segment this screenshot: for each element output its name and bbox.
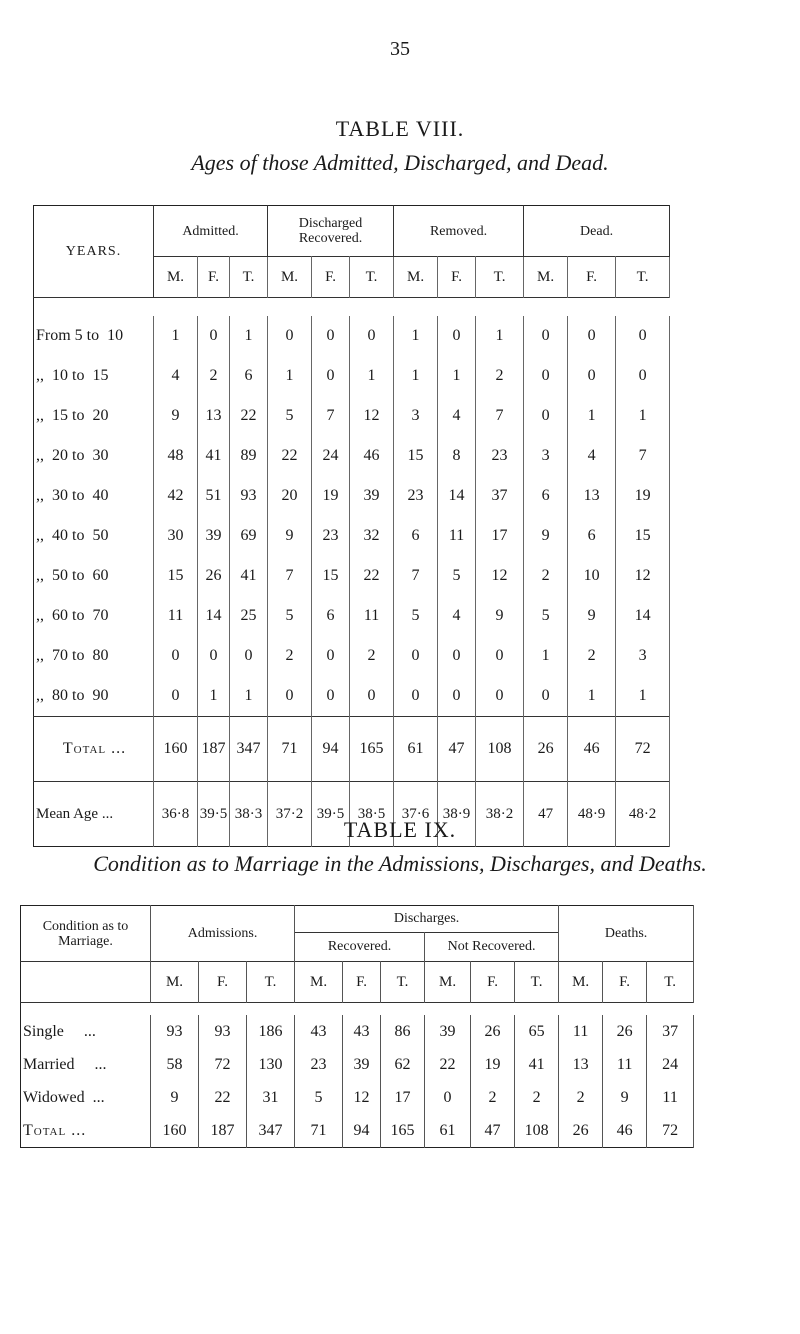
table-cell: 9 (568, 596, 616, 636)
total-cell: 72 (616, 717, 670, 782)
table-cell: 1 (394, 356, 438, 396)
table-cell: 2 (198, 356, 230, 396)
sub-header: T. (381, 962, 425, 1003)
table-cell: 5 (295, 1081, 343, 1114)
table-cell: 7 (476, 396, 524, 436)
table-cell: 4 (568, 436, 616, 476)
table-cell: 11 (350, 596, 394, 636)
table-cell: 13 (198, 396, 230, 436)
table-cell: 93 (199, 1015, 247, 1048)
table-cell: 1 (394, 316, 438, 356)
table-cell: 0 (350, 676, 394, 717)
table-cell: 13 (559, 1048, 603, 1081)
table-cell: 2 (471, 1081, 515, 1114)
table-cell: 6 (312, 596, 350, 636)
sub-header: F. (471, 962, 515, 1003)
table-cell: 3 (616, 636, 670, 676)
table-row (34, 636, 670, 676)
sub-header: M. (425, 962, 471, 1003)
total-cell: 187 (199, 1114, 247, 1148)
table-cell: 11 (438, 516, 476, 556)
table-9-subtitle: Condition as to Marriage in the Admissions, Discharges, and Deaths. (93, 851, 707, 876)
not-recovered-header: Not Recovered. (425, 933, 559, 962)
table-9-title: TABLE IX. (343, 817, 457, 842)
table-cell: 89 (230, 436, 268, 476)
table-cell: 0 (312, 316, 350, 356)
total-cell: 108 (515, 1114, 559, 1148)
table-cell: 0 (438, 636, 476, 676)
table-9-total-row (21, 1114, 694, 1148)
table-cell: 0 (524, 676, 568, 717)
table-cell: 0 (524, 316, 568, 356)
table-cell: 13 (568, 476, 616, 516)
sub-header: F. (568, 257, 616, 298)
age-range-label: ,, 20 to 30 (34, 436, 154, 476)
table-cell: 130 (247, 1048, 295, 1081)
table-cell: 12 (350, 396, 394, 436)
table-cell: 26 (603, 1015, 647, 1048)
sub-header: T. (476, 257, 524, 298)
table-cell: 15 (154, 556, 198, 596)
removed-header: Removed. (394, 206, 524, 257)
mean-cell: 47 (524, 782, 568, 847)
table-row (21, 1015, 694, 1048)
table-cell: 39 (198, 516, 230, 556)
table-cell: 15 (312, 556, 350, 596)
table-cell: 1 (616, 676, 670, 717)
marital-condition-label: Widowed ... (21, 1081, 151, 1114)
sub-header: T. (616, 257, 670, 298)
table-cell: 23 (295, 1048, 343, 1081)
sub-header: F. (198, 257, 230, 298)
table-cell: 32 (350, 516, 394, 556)
total-cell: 347 (230, 717, 268, 782)
table-cell: 1 (230, 316, 268, 356)
table-cell: 0 (476, 636, 524, 676)
table-cell: 9 (524, 516, 568, 556)
sub-header: M. (559, 962, 603, 1003)
table-cell: 22 (230, 396, 268, 436)
table-cell: 0 (425, 1081, 471, 1114)
table-cell: 0 (394, 636, 438, 676)
table-cell: 2 (268, 636, 312, 676)
table-cell: 0 (568, 316, 616, 356)
sub-header: T. (230, 257, 268, 298)
marital-condition-label: Married ... (21, 1048, 151, 1081)
table-cell: 0 (312, 636, 350, 676)
mean-cell: 36·8 (154, 782, 198, 847)
table-row (34, 396, 670, 436)
total-cell: 71 (268, 717, 312, 782)
table-cell: 23 (312, 516, 350, 556)
table-row (34, 516, 670, 556)
total-cell: 160 (151, 1114, 199, 1148)
table-cell: 51 (198, 476, 230, 516)
table-row (34, 436, 670, 476)
deaths-header: Deaths. (559, 906, 694, 962)
sub-header: F. (438, 257, 476, 298)
discharged-recovered-header: Discharged Recovered. (268, 206, 394, 257)
age-range-label: ,, 10 to 15 (34, 356, 154, 396)
age-range-label: ,, 60 to 70 (34, 596, 154, 636)
table-cell: 93 (151, 1015, 199, 1048)
mean-cell: 38·2 (476, 782, 524, 847)
table-cell: 22 (350, 556, 394, 596)
mean-age-label: Mean Age ... (34, 782, 154, 847)
table-cell: 19 (471, 1048, 515, 1081)
age-range-label: ,, 80 to 90 (34, 676, 154, 717)
table-row (34, 596, 670, 636)
age-range-label: ,, 70 to 80 (34, 636, 154, 676)
mean-cell: 39·5 (198, 782, 230, 847)
table-row (34, 356, 670, 396)
years-header: YEARS. (34, 206, 154, 298)
table-cell: 12 (343, 1081, 381, 1114)
sub-header: F. (343, 962, 381, 1003)
table-cell: 0 (438, 316, 476, 356)
age-range-label: ,, 30 to 40 (34, 476, 154, 516)
age-range-label: From 5 to 10 (34, 316, 154, 356)
table-cell: 1 (230, 676, 268, 717)
total-cell: 47 (471, 1114, 515, 1148)
table-cell: 11 (154, 596, 198, 636)
table-cell: 7 (616, 436, 670, 476)
table-cell: 5 (268, 396, 312, 436)
mean-cell: 37·2 (268, 782, 312, 847)
total-cell: 26 (524, 717, 568, 782)
sub-header: T. (515, 962, 559, 1003)
table-cell: 6 (568, 516, 616, 556)
sub-header: M. (268, 257, 312, 298)
table-cell: 0 (616, 316, 670, 356)
table-cell: 0 (438, 676, 476, 717)
total-cell: 347 (247, 1114, 295, 1148)
table-cell: 6 (230, 356, 268, 396)
table-8-total-row (34, 717, 670, 782)
table-cell: 9 (154, 396, 198, 436)
table-cell: 0 (268, 676, 312, 717)
total-cell: 46 (568, 717, 616, 782)
total-cell: 46 (603, 1114, 647, 1148)
table-cell: 0 (312, 356, 350, 396)
table-cell: 1 (154, 316, 198, 356)
table-cell: 24 (647, 1048, 694, 1081)
table-cell: 9 (151, 1081, 199, 1114)
table-cell: 2 (524, 556, 568, 596)
table-9 (20, 905, 694, 1148)
table-cell: 26 (198, 556, 230, 596)
table-cell: 14 (616, 596, 670, 636)
table-cell: 6 (394, 516, 438, 556)
table-cell: 10 (568, 556, 616, 596)
table-cell: 25 (230, 596, 268, 636)
total-cell: 94 (312, 717, 350, 782)
table-cell: 86 (381, 1015, 425, 1048)
table-cell: 2 (568, 636, 616, 676)
sub-header: T. (647, 962, 694, 1003)
sub-header: M. (151, 962, 199, 1003)
table-cell: 15 (394, 436, 438, 476)
table-cell: 17 (476, 516, 524, 556)
table-row (34, 316, 670, 356)
table-cell: 41 (515, 1048, 559, 1081)
table-cell: 4 (438, 396, 476, 436)
table-cell: 11 (603, 1048, 647, 1081)
mean-cell: 39·5 (312, 782, 350, 847)
table-cell: 4 (438, 596, 476, 636)
table-cell: 0 (524, 356, 568, 396)
age-range-label: ,, 40 to 50 (34, 516, 154, 556)
table-cell: 0 (394, 676, 438, 717)
table-row (21, 1081, 694, 1114)
table-cell: 19 (312, 476, 350, 516)
table-cell: 1 (476, 316, 524, 356)
table-cell: 31 (247, 1081, 295, 1114)
mean-cell: 48·2 (616, 782, 670, 847)
sub-header: F. (312, 257, 350, 298)
table-cell: 58 (151, 1048, 199, 1081)
table-row (34, 476, 670, 516)
table-cell: 2 (515, 1081, 559, 1114)
sub-header: T. (350, 257, 394, 298)
table-cell: 1 (524, 636, 568, 676)
table-cell: 11 (559, 1015, 603, 1048)
table-cell: 7 (268, 556, 312, 596)
table-cell: 6 (524, 476, 568, 516)
total-cell: 26 (559, 1114, 603, 1148)
table-cell: 4 (154, 356, 198, 396)
table-cell: 30 (154, 516, 198, 556)
table-cell: 5 (268, 596, 312, 636)
table-cell: 0 (524, 396, 568, 436)
table-cell: 24 (312, 436, 350, 476)
table-cell: 93 (230, 476, 268, 516)
table-cell: 17 (381, 1081, 425, 1114)
table-cell: 2 (559, 1081, 603, 1114)
table-cell: 46 (350, 436, 394, 476)
table-cell: 1 (568, 396, 616, 436)
table-cell: 1 (438, 356, 476, 396)
table-cell: 20 (268, 476, 312, 516)
table-cell: 0 (230, 636, 268, 676)
table-cell: 72 (199, 1048, 247, 1081)
table-cell: 1 (616, 396, 670, 436)
table-cell: 14 (438, 476, 476, 516)
total-cell: 165 (381, 1114, 425, 1148)
table-cell: 7 (312, 396, 350, 436)
table-8-subtitle: Ages of those Admitted, Discharged, and Dead. (191, 150, 609, 175)
table-cell: 23 (394, 476, 438, 516)
table-cell: 5 (394, 596, 438, 636)
table-cell: 26 (471, 1015, 515, 1048)
table-cell: 69 (230, 516, 268, 556)
table-row (21, 1048, 694, 1081)
table-cell: 5 (438, 556, 476, 596)
mean-cell: 38·3 (230, 782, 268, 847)
table-cell: 9 (476, 596, 524, 636)
table-cell: 1 (568, 676, 616, 717)
table-cell: 37 (476, 476, 524, 516)
table-cell: 42 (154, 476, 198, 516)
table-cell: 186 (247, 1015, 295, 1048)
table-cell: 7 (394, 556, 438, 596)
age-range-label: ,, 50 to 60 (34, 556, 154, 596)
table-cell: 8 (438, 436, 476, 476)
mean-cell: 38·9 (438, 782, 476, 847)
sub-header: M. (295, 962, 343, 1003)
table-cell: 14 (198, 596, 230, 636)
sub-header: M. (154, 257, 198, 298)
total-cell: 72 (647, 1114, 694, 1148)
table-cell: 65 (515, 1015, 559, 1048)
table-cell: 22 (268, 436, 312, 476)
admitted-header: Admitted. (154, 206, 268, 257)
table-row (34, 556, 670, 596)
dead-header: Dead. (524, 206, 670, 257)
sub-header: T. (247, 962, 295, 1003)
marital-condition-label: Single ... (21, 1015, 151, 1048)
table-cell: 12 (616, 556, 670, 596)
table-cell: 0 (154, 676, 198, 717)
discharges-header: Discharges. (295, 906, 559, 933)
table-cell: 62 (381, 1048, 425, 1081)
table-cell: 0 (568, 356, 616, 396)
table-cell: 0 (198, 636, 230, 676)
sub-header: M. (524, 257, 568, 298)
table-cell: 1 (350, 356, 394, 396)
sub-header: F. (603, 962, 647, 1003)
table-cell: 23 (476, 436, 524, 476)
total-label: Total ... (34, 717, 154, 782)
total-cell: 165 (350, 717, 394, 782)
mean-cell: 38·5 (350, 782, 394, 847)
admissions-header: Admissions. (151, 906, 295, 962)
table-row (34, 676, 670, 717)
table-cell: 11 (647, 1081, 694, 1114)
table-cell: 22 (425, 1048, 471, 1081)
recovered-header: Recovered. (295, 933, 425, 962)
table-cell: 41 (198, 436, 230, 476)
table-cell: 9 (603, 1081, 647, 1114)
condition-blank-cell (21, 962, 151, 1003)
mean-cell: 48·9 (568, 782, 616, 847)
table-cell: 0 (268, 316, 312, 356)
table-cell: 2 (350, 636, 394, 676)
total-cell: 47 (438, 717, 476, 782)
sub-header: F. (199, 962, 247, 1003)
table-cell: 3 (524, 436, 568, 476)
table-cell: 37 (647, 1015, 694, 1048)
table-cell: 43 (295, 1015, 343, 1048)
total-cell: 160 (154, 717, 198, 782)
table-cell: 9 (268, 516, 312, 556)
table-cell: 39 (350, 476, 394, 516)
table-cell: 22 (199, 1081, 247, 1114)
table-9-sub-header-row (21, 962, 694, 1003)
total-label: Total ... (21, 1114, 151, 1148)
table-8 (33, 205, 670, 847)
total-cell: 61 (394, 717, 438, 782)
table-cell: 0 (198, 316, 230, 356)
table-cell: 0 (312, 676, 350, 717)
total-cell: 187 (198, 717, 230, 782)
page-number: 35 (390, 38, 410, 60)
table-cell: 1 (198, 676, 230, 717)
total-cell: 94 (343, 1114, 381, 1148)
table-cell: 3 (394, 396, 438, 436)
total-cell: 61 (425, 1114, 471, 1148)
table-cell: 43 (343, 1015, 381, 1048)
table-cell: 48 (154, 436, 198, 476)
table-8-title: TABLE VIII. (335, 116, 465, 141)
table-cell: 2 (476, 356, 524, 396)
total-cell: 71 (295, 1114, 343, 1148)
table-cell: 19 (616, 476, 670, 516)
table-cell: 41 (230, 556, 268, 596)
table-cell: 0 (154, 636, 198, 676)
table-cell: 0 (350, 316, 394, 356)
table-cell: 0 (476, 676, 524, 717)
table-cell: 5 (524, 596, 568, 636)
table-cell: 0 (616, 356, 670, 396)
table-cell: 1 (268, 356, 312, 396)
table-cell: 39 (425, 1015, 471, 1048)
condition-header: Condition as to Marriage. (21, 906, 151, 962)
mean-cell: 37·6 (394, 782, 438, 847)
table-cell: 15 (616, 516, 670, 556)
table-cell: 12 (476, 556, 524, 596)
total-cell: 108 (476, 717, 524, 782)
age-range-label: ,, 15 to 20 (34, 396, 154, 436)
sub-header: M. (394, 257, 438, 298)
table-cell: 39 (343, 1048, 381, 1081)
